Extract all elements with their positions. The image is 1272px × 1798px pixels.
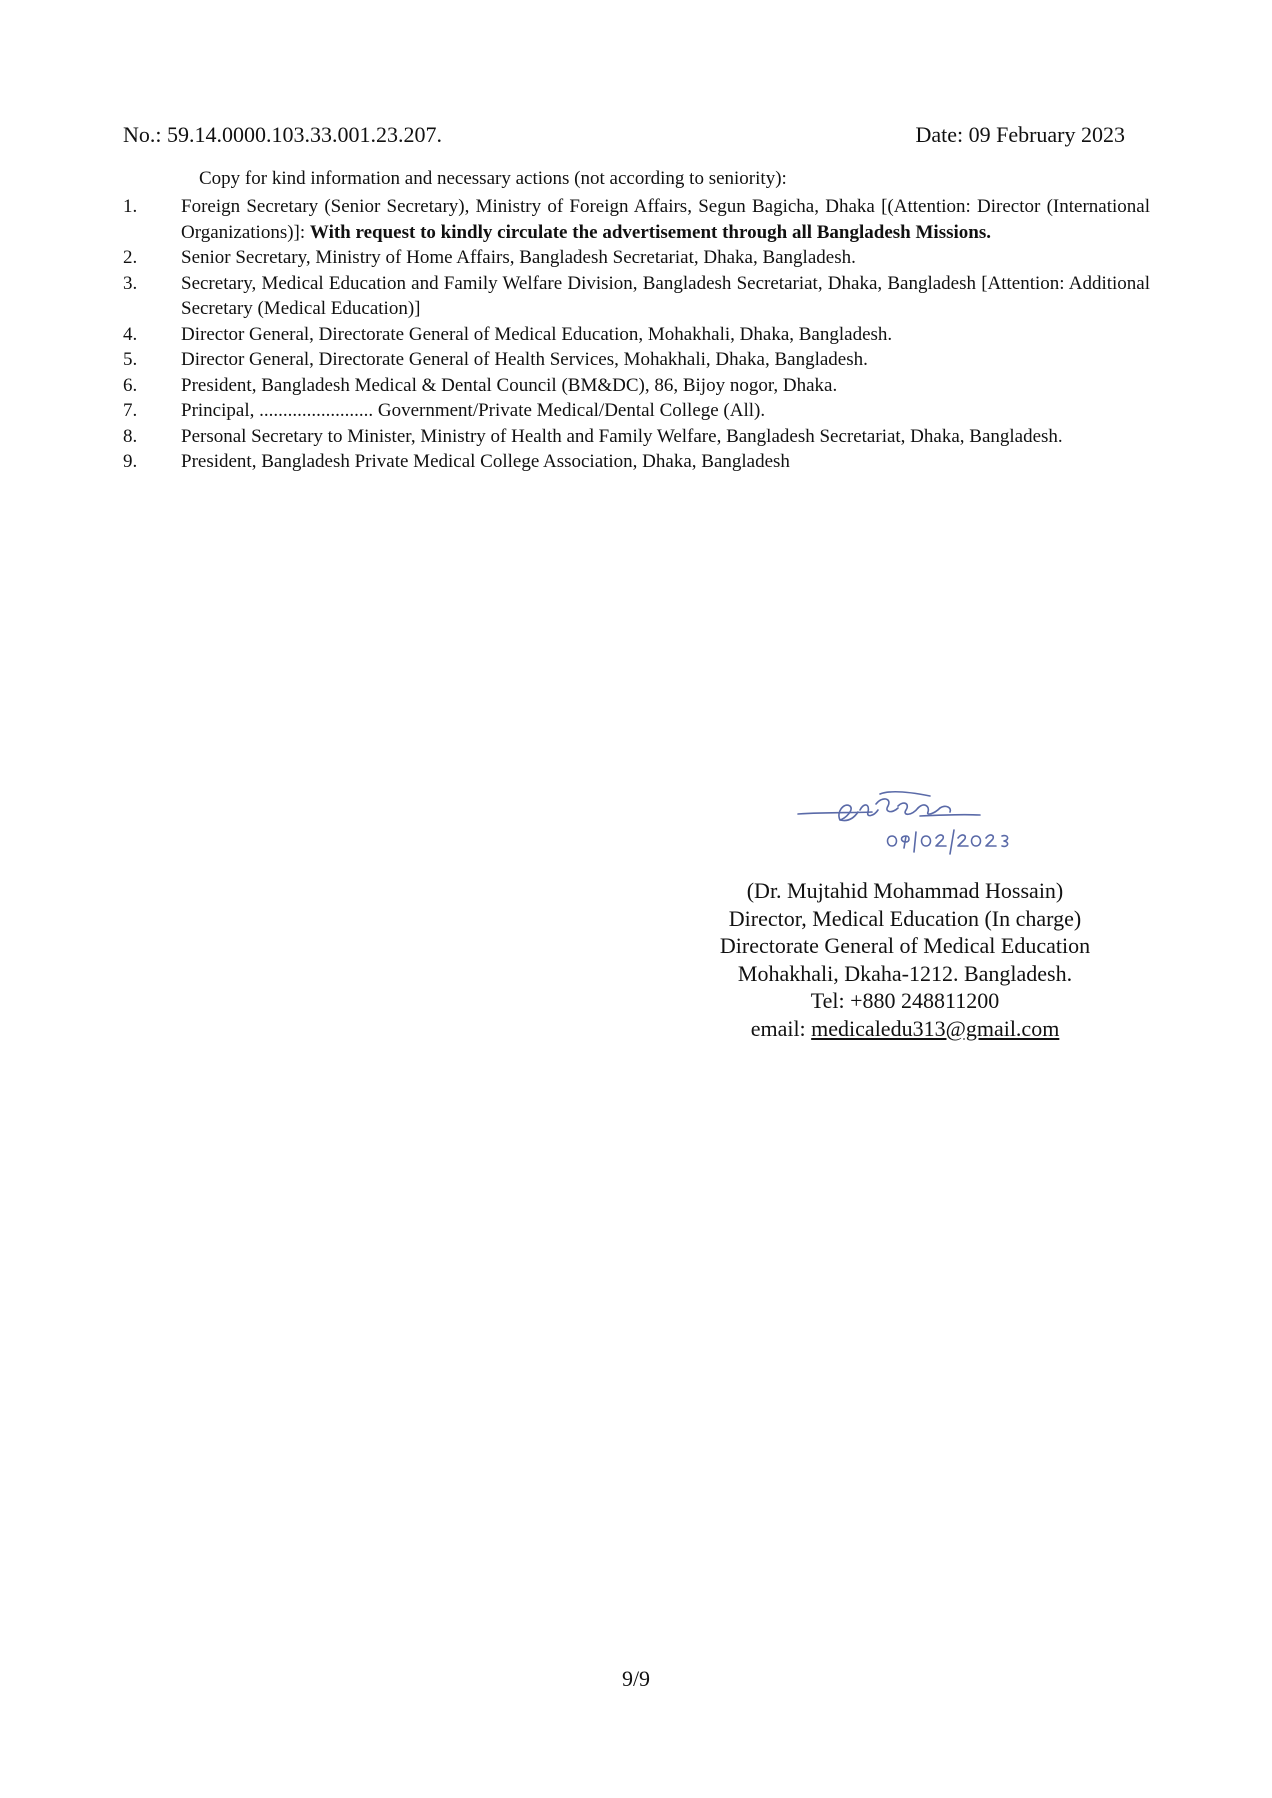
memo-header <box>123 122 1125 152</box>
list-item <box>123 322 1150 348</box>
list-item-number: 2. <box>123 247 138 268</box>
memo-date: Date: 09 February 2023 <box>915 122 1125 147</box>
handwritten-signature <box>780 782 1020 862</box>
list-item-number: 9. <box>123 451 138 472</box>
list-item-number: 3. <box>123 272 138 294</box>
list-item <box>123 449 1150 475</box>
list-item-text: Secretary, Medical Education and Family Welfare Division, Bangladesh Secretariat, Dhaka, Bangladesh [Attention: Additional Secretary (Medical Education)] <box>181 272 1150 319</box>
distribution-list <box>123 194 1150 475</box>
copy-distribution-intro: Copy for kind information and necessary actions (not according to seniority): <box>199 168 787 189</box>
list-item <box>123 245 1150 271</box>
reference-number: No.: 59.14.0000.103.33.001.23.207. <box>123 122 442 147</box>
list-item <box>123 347 1150 373</box>
list-item <box>123 424 1150 450</box>
list-item-text: President, Bangladesh Medical & Dental Council (BM&DC), 86, Bijoy nogor, Dhaka. <box>181 374 838 396</box>
list-item-number: 1. <box>123 196 138 217</box>
list-item-number: 5. <box>123 349 138 370</box>
list-item-number: 6. <box>123 374 138 396</box>
signatory-office: Directorate General of Medical Education <box>719 933 1091 958</box>
list-item-number: 7. <box>123 400 138 421</box>
list-item-text: Principal, ........................ Government/Private Medical/Dental College (All). <box>181 400 766 421</box>
signatory-name: (Dr. Mujtahid Mohammad Hossain) <box>746 878 1064 903</box>
list-item-number: 4. <box>123 323 138 345</box>
signatory-block <box>660 877 1150 1042</box>
list-item-text: Foreign Secretary (Senior Secretary), Ministry of Foreign Affairs, Segun Bagicha, Dhaka [(Attention: Director (International Organizations)]: <box>181 196 1150 243</box>
list-item-text: Director General, Directorate General of Health Services, Mohakhali, Dhaka, Bangladesh. <box>181 349 868 370</box>
email-label: email: <box>750 1015 812 1041</box>
list-item <box>123 373 1150 399</box>
page-number: 9/9 <box>621 1666 651 1691</box>
list-item-request-note: With request to kindly circulate the advertisement through all Bangladesh Missions. <box>309 221 991 243</box>
signatory-telephone: Tel: +880 248811200 <box>810 988 1000 1013</box>
list-item-number: 8. <box>123 425 138 447</box>
list-item-text: President, Bangladesh Private Medical College Association, Dhaka, Bangladesh <box>181 451 790 472</box>
list-item <box>123 271 1150 322</box>
list-item-text: Senior Secretary, Ministry of Home Affairs, Bangladesh Secretariat, Dhaka, Bangladesh. <box>181 247 856 268</box>
signatory-email-line <box>660 1015 1150 1043</box>
list-item-text: Personal Secretary to Minister, Ministry of Health and Family Welfare, Bangladesh Secretariat, Dhaka, Bangladesh. <box>181 425 1063 447</box>
signatory-title: Director, Medical Education (In charge) <box>728 905 1082 931</box>
list-item <box>123 398 1150 424</box>
signatory-address: Mohakhali, Dkaha-1212. Bangladesh. <box>737 960 1073 986</box>
signature-ink <box>798 792 1008 854</box>
list-item-text: Director General, Directorate General of Medical Education, Mohakhali, Dhaka, Bangladesh. <box>181 323 893 345</box>
email-link[interactable]: medicaledu313@gmail.com <box>811 1015 1060 1041</box>
list-item <box>123 194 1150 245</box>
